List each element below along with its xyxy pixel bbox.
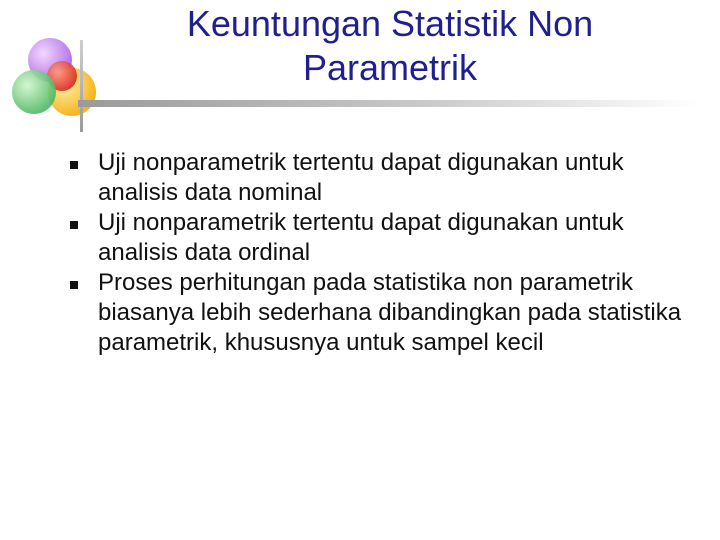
square-bullet-icon bbox=[70, 161, 78, 169]
slide-body bbox=[70, 148, 690, 358]
slide-title: Keuntungan Statistik Non Parametrik bbox=[186, 3, 594, 88]
bullet-item bbox=[70, 268, 690, 358]
decorative-circles-logo bbox=[0, 30, 110, 140]
bullet-item bbox=[70, 208, 690, 268]
bullet-text: Uji nonparametrik tertentu dapat digunakan untuk analisis data nominal bbox=[98, 149, 624, 206]
bullet-text: Proses perhitungan pada statistika non parametrik biasanya lebih sederhana dibandingkan pada statistika parametrik, khususnya untuk sampel kecil bbox=[98, 269, 682, 356]
square-bullet-icon bbox=[70, 221, 78, 229]
vertical-divider bbox=[80, 40, 83, 132]
green-circle bbox=[12, 70, 56, 114]
bullet-item bbox=[70, 148, 690, 208]
bullet-text: Uji nonparametrik tertentu dapat digunakan untuk analisis data ordinal bbox=[98, 209, 624, 266]
title-underline-bar bbox=[78, 100, 698, 107]
bullet-list bbox=[70, 148, 690, 358]
square-bullet-icon bbox=[70, 281, 78, 289]
